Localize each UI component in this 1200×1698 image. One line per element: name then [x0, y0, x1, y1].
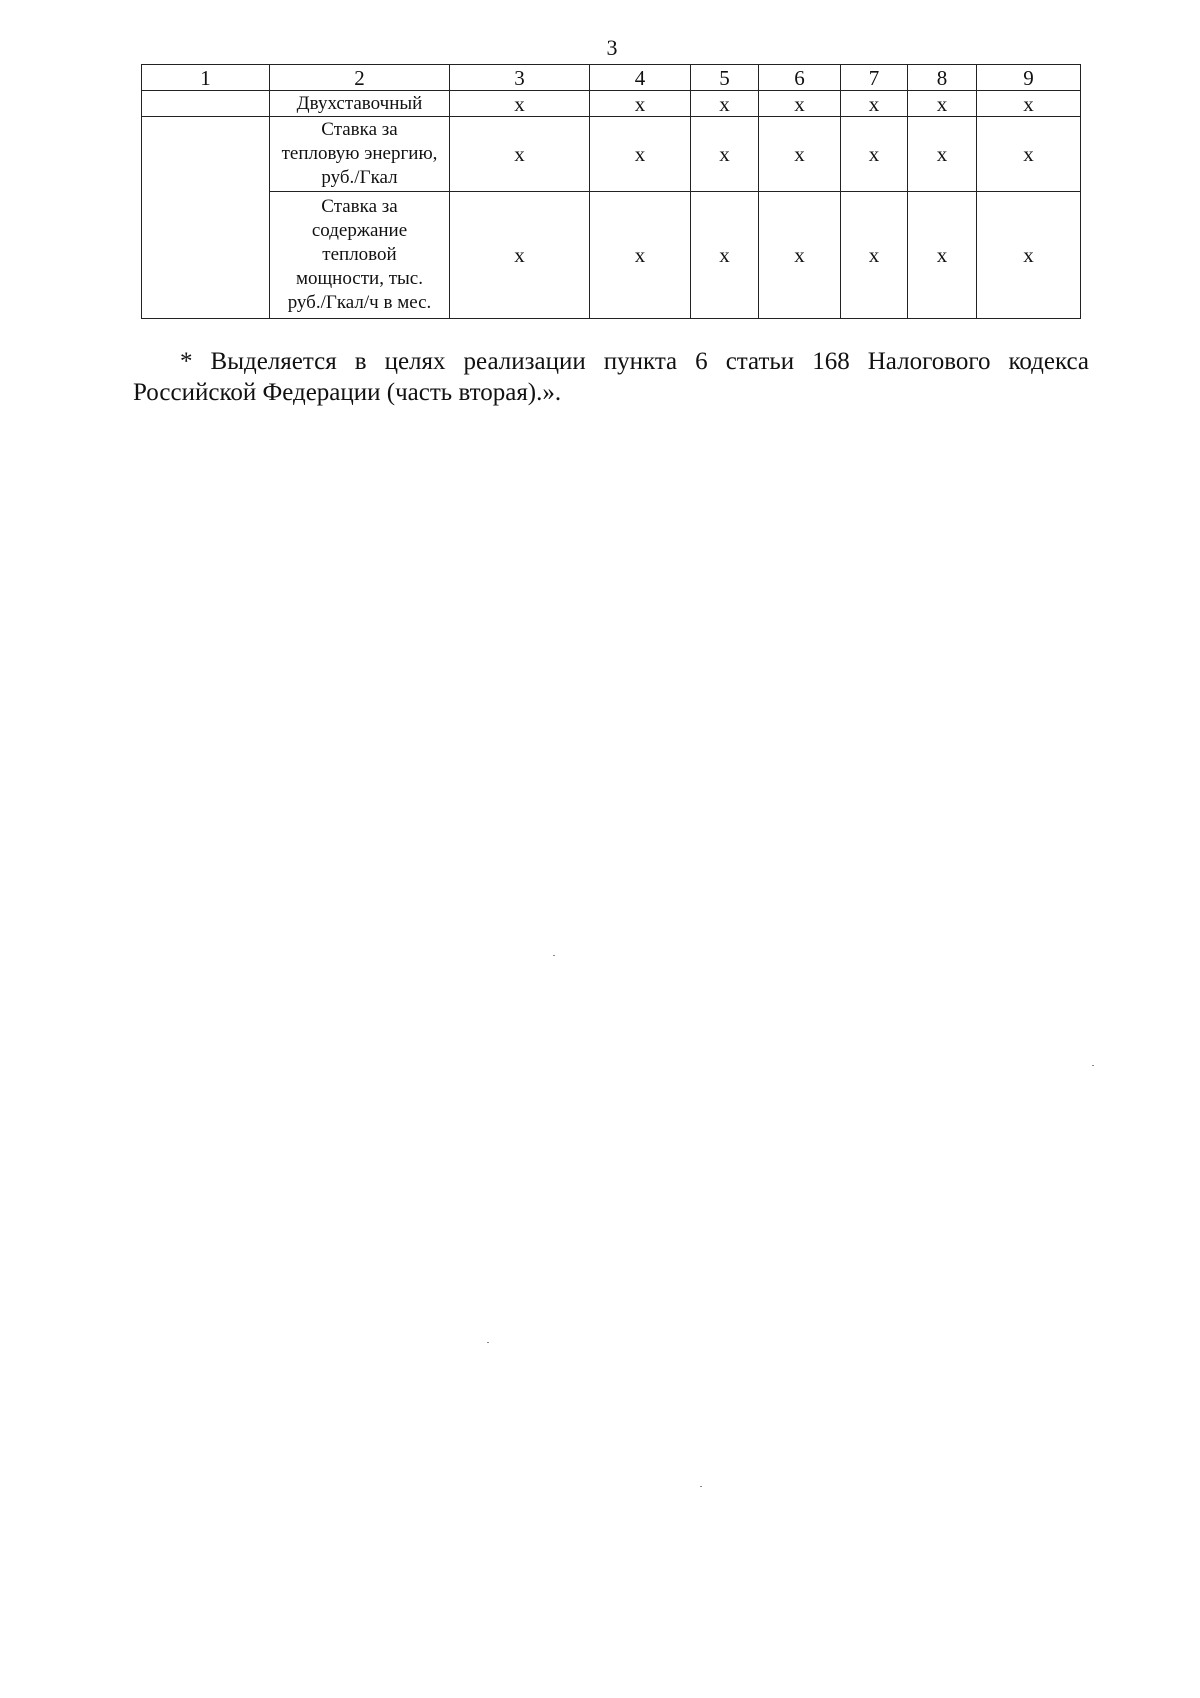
table-row	[142, 117, 1081, 192]
table-cell: x	[759, 117, 841, 192]
table-cell: x	[759, 91, 841, 117]
tariff-name-line: Ставка за	[321, 119, 398, 140]
tariff-table	[141, 64, 1081, 319]
table-cell: x	[450, 117, 590, 192]
tariff-name-line: тепловую энергию,	[281, 143, 438, 164]
table-header-row	[142, 65, 1081, 91]
table-cell: x	[450, 192, 590, 319]
page-number: 3	[606, 35, 618, 60]
table-cell: x	[691, 192, 759, 319]
table-row	[142, 91, 1081, 117]
table-cell: x	[977, 91, 1081, 117]
tariff-name-cell	[270, 91, 450, 117]
column-header: 9	[977, 65, 1081, 91]
tariff-name-cell	[270, 117, 450, 192]
column-header: 4	[590, 65, 691, 91]
table-cell: x	[977, 117, 1081, 192]
scan-speck	[553, 955, 555, 956]
scan-speck	[1092, 1065, 1094, 1066]
column-header: 8	[908, 65, 977, 91]
table-cell: x	[841, 192, 908, 319]
tariff-name-line: Ставка за	[321, 196, 398, 217]
scan-speck	[700, 1486, 702, 1487]
table-cell: x	[590, 117, 691, 192]
tariff-name-line: содержание	[311, 220, 408, 241]
footnote	[133, 346, 1089, 408]
table-cell: x	[977, 192, 1081, 319]
column-header: 1	[142, 65, 270, 91]
tariff-name-line: тепловой	[322, 244, 397, 265]
table-cell: x	[759, 192, 841, 319]
table-cell: x	[841, 91, 908, 117]
table-row	[142, 192, 1081, 319]
table-cell: x	[908, 192, 977, 319]
table-cell: x	[841, 117, 908, 192]
column-header: 2	[270, 65, 450, 91]
table-cell: x	[450, 91, 590, 117]
table-cell: x	[691, 91, 759, 117]
tariff-name-line: руб./Гкал	[321, 167, 398, 188]
table-cell: x	[590, 192, 691, 319]
table-cell: x	[908, 91, 977, 117]
scan-speck	[487, 1342, 489, 1343]
column-header: 7	[841, 65, 908, 91]
footnote-line: Российской Федерации (часть вторая).».	[133, 379, 562, 406]
table-cell-empty	[142, 91, 270, 117]
column-header: 5	[691, 65, 759, 91]
column-header: 6	[759, 65, 841, 91]
tariff-name-line: мощности, тыс.	[296, 268, 423, 289]
tariff-name-cell	[270, 192, 450, 319]
tariff-name-line: руб./Гкал/ч в мес.	[287, 292, 432, 313]
table-cell: x	[908, 117, 977, 192]
footnote-line: * Выделяется в целях реализации пункта 6 статьи 168 Налогового кодекса	[180, 348, 1089, 375]
table-cell-empty	[142, 117, 270, 319]
table-cell: x	[590, 91, 691, 117]
column-header: 3	[450, 65, 590, 91]
table-cell: x	[691, 117, 759, 192]
tariff-name-line: Двухставочный	[296, 92, 423, 114]
